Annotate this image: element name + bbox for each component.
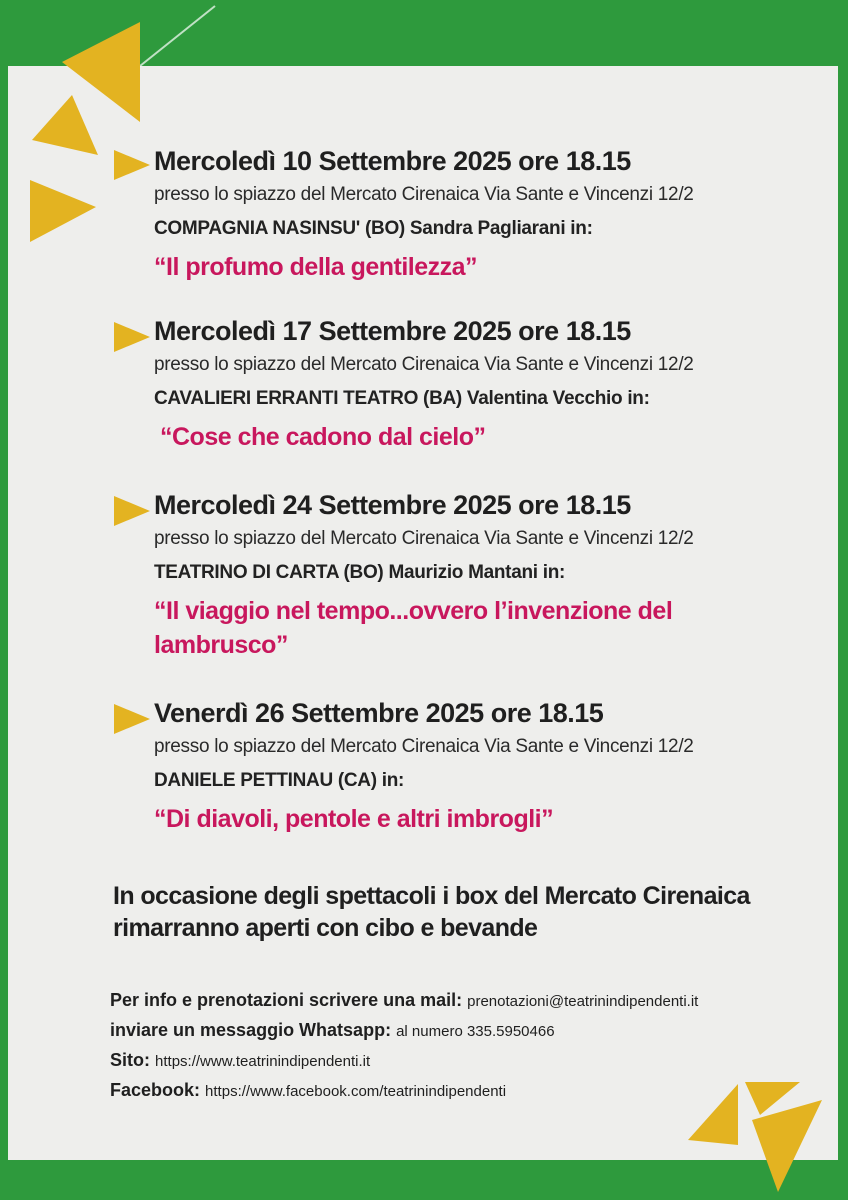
whatsapp-number: al numero 335.5950466 bbox=[396, 1023, 555, 1040]
facebook-label: Facebook: bbox=[110, 1080, 201, 1100]
event-place: presso lo spiazzo del Mercato Cirenaica Via Sante e Vincenzi 12/2 bbox=[154, 354, 694, 375]
play-arrow-icon bbox=[114, 322, 150, 352]
event-show-title: “Di diavoli, pentole e altri imbrogli” bbox=[154, 805, 554, 833]
site-label: Sito: bbox=[110, 1050, 150, 1070]
event-place: presso lo spiazzo del Mercato Cirenaica Via Sante e Vincenzi 12/2 bbox=[154, 736, 694, 757]
event-company: DANIELE PETTINAU (CA) in: bbox=[154, 770, 405, 791]
whatsapp-label: inviare un messaggio Whatsapp: bbox=[110, 1020, 392, 1040]
contact-whatsapp bbox=[110, 1016, 810, 1046]
event-show-title: “Il viaggio nel tempo...ovvero l’invenzione del lambrusco” bbox=[154, 597, 673, 659]
triangle-bottom-3 bbox=[752, 1100, 822, 1192]
event-company: CAVALIERI ERRANTI TEATRO (BA) Valentina Vecchio in: bbox=[154, 388, 650, 409]
event-company: COMPAGNIA NASINSU' (BO) Sandra Pagliarani in: bbox=[154, 218, 593, 239]
event-show-title: “Cose che cadono dal cielo” bbox=[160, 423, 486, 451]
event-date: Venerdì 26 Settembre 2025 ore 18.15 bbox=[154, 698, 604, 728]
play-arrow-icon bbox=[114, 496, 150, 526]
event-place: presso lo spiazzo del Mercato Cirenaica Via Sante e Vincenzi 12/2 bbox=[154, 184, 694, 205]
event-company: TEATRINO DI CARTA (BO) Maurizio Mantani in: bbox=[154, 562, 566, 583]
event-show-title: “Il profumo della gentilezza” bbox=[154, 253, 478, 281]
event-date: Mercoledì 24 Settembre 2025 ore 18.15 bbox=[154, 490, 631, 520]
play-arrow-icon bbox=[114, 150, 150, 180]
mail-label: Per info e prenotazioni scrivere una mail: bbox=[110, 990, 463, 1010]
contact-mail bbox=[110, 986, 810, 1016]
contacts-block bbox=[110, 986, 810, 1106]
triangle-top-2 bbox=[32, 95, 98, 155]
triangle-top-3 bbox=[30, 180, 96, 242]
food-notice: In occasione degli spettacoli i box del Mercato Cirenaica rimarranno aperti con cibo e bevande bbox=[113, 882, 750, 942]
contact-facebook bbox=[110, 1076, 810, 1106]
contact-site bbox=[110, 1046, 810, 1076]
event-date: Mercoledì 10 Settembre 2025 ore 18.15 bbox=[154, 146, 631, 176]
event-place: presso lo spiazzo del Mercato Cirenaica Via Sante e Vincenzi 12/2 bbox=[154, 528, 694, 549]
event-date: Mercoledì 17 Settembre 2025 ore 18.15 bbox=[154, 316, 631, 346]
facebook-link[interactable]: https://www.facebook.com/teatrinindipendenti bbox=[205, 1083, 507, 1100]
mail-link[interactable]: prenotazioni@teatrinindipendenti.it bbox=[467, 993, 699, 1010]
play-arrow-icon bbox=[114, 704, 150, 734]
site-link[interactable]: https://www.teatrinindipendenti.it bbox=[155, 1053, 371, 1070]
